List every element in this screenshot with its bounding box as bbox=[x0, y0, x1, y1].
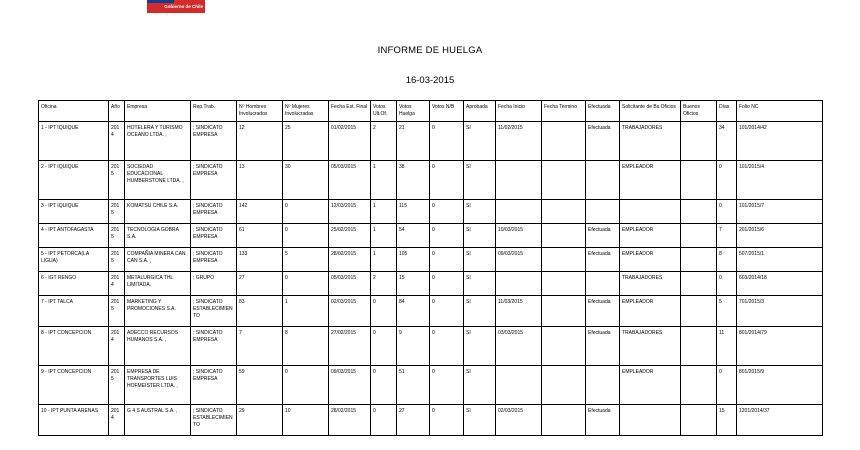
table-cell: 0 bbox=[430, 224, 464, 248]
column-header: Oficina bbox=[39, 101, 109, 122]
table-cell: 9 - IPT CONCEPCION bbox=[39, 366, 109, 405]
table-cell: 101/2014/42 bbox=[737, 122, 823, 161]
table-cell: 0 bbox=[430, 248, 464, 272]
column-header: Rep.Trab. bbox=[191, 101, 237, 122]
table-cell: SI bbox=[464, 122, 496, 161]
table-cell: 2014 bbox=[109, 327, 125, 366]
table-cell: 0 bbox=[717, 161, 737, 200]
table-cell bbox=[542, 327, 586, 366]
table-body bbox=[39, 122, 823, 436]
table-row bbox=[39, 122, 823, 161]
table-cell: ; SINDICATO ESTABLECIMIENTO bbox=[191, 405, 237, 436]
table-cell: 0 bbox=[717, 366, 737, 405]
table-cell: EMPLEADOR bbox=[620, 224, 681, 248]
government-logo bbox=[147, 0, 205, 13]
table-cell: ; SINDICATO ESTABLECIMIENTO bbox=[191, 296, 237, 327]
table-cell: SI bbox=[464, 200, 496, 224]
table-cell: 6 - IGT RENGO bbox=[39, 272, 109, 296]
table-cell: 2014 bbox=[109, 122, 125, 161]
table-cell: ADECCO RECURSOS HUMANOS S.A. , bbox=[125, 327, 191, 366]
table-cell: 15 bbox=[397, 272, 430, 296]
logo-blue-stripe bbox=[147, 0, 174, 3]
table-cell bbox=[681, 200, 717, 224]
table-cell: 0 bbox=[371, 296, 397, 327]
table-cell: 05/03/2015 bbox=[329, 272, 371, 296]
table-cell: 5 - IPT PETORCA(LA LIGUA) bbox=[39, 248, 109, 272]
table-cell: 38 bbox=[397, 161, 430, 200]
table-cell bbox=[681, 405, 717, 436]
column-header: Fecha Termino bbox=[542, 101, 586, 122]
table-cell: TRABAJADORES bbox=[620, 122, 681, 161]
table-cell bbox=[681, 296, 717, 327]
table-cell: 0 bbox=[717, 200, 737, 224]
table-cell: 0 bbox=[371, 327, 397, 366]
table-cell: 0 bbox=[283, 366, 329, 405]
table-cell: 21 bbox=[397, 122, 430, 161]
table-cell: 507/2015/1 bbox=[737, 248, 823, 272]
table-cell: 8 bbox=[283, 327, 329, 366]
table-cell: 0 bbox=[283, 272, 329, 296]
table-cell: 2015 bbox=[109, 296, 125, 327]
table-cell: 1 bbox=[283, 296, 329, 327]
table-cell: 54 bbox=[397, 224, 430, 248]
table-cell: 115 bbox=[397, 200, 430, 224]
table-cell: EMPLEADOR bbox=[620, 366, 681, 405]
table-cell: 105 bbox=[397, 248, 430, 272]
column-header: Nº Mujeres Involucradas bbox=[283, 101, 329, 122]
table-cell: ; SINDICATO EMPRESA bbox=[191, 200, 237, 224]
table-cell bbox=[620, 200, 681, 224]
table-cell bbox=[542, 200, 586, 224]
table-cell: 7 bbox=[237, 327, 283, 366]
table-cell: 2014 bbox=[109, 272, 125, 296]
table-cell: Efectuada bbox=[586, 224, 620, 248]
table-cell: SI bbox=[464, 405, 496, 436]
table-cell: ; SINDICATO EMPRESA bbox=[191, 248, 237, 272]
table-cell bbox=[586, 200, 620, 224]
table-cell: 2 bbox=[371, 272, 397, 296]
table-cell: G 4 S AUSTRAL S.A. , bbox=[125, 405, 191, 436]
table-cell: 10 bbox=[283, 405, 329, 436]
table-cell: 0 bbox=[430, 327, 464, 366]
table-cell bbox=[681, 161, 717, 200]
table-cell: 8 bbox=[717, 248, 737, 272]
table-cell: 2015 bbox=[109, 161, 125, 200]
table-cell: 201/2015/6 bbox=[737, 224, 823, 248]
table-cell: ; SINDICATO EMPRESA bbox=[191, 366, 237, 405]
table-cell: 701/2015/3 bbox=[737, 296, 823, 327]
table-cell: 0 bbox=[430, 296, 464, 327]
table-cell: 10 - IPT PUNTA ARENAS bbox=[39, 405, 109, 436]
table-cell: 101/2015/4 bbox=[737, 161, 823, 200]
column-header: Fecha Inicio bbox=[496, 101, 542, 122]
column-header: Buenos Oficios bbox=[681, 101, 717, 122]
table-cell: 51 bbox=[397, 366, 430, 405]
table-header-row bbox=[39, 101, 823, 122]
table-cell: Efectuada bbox=[586, 296, 620, 327]
table-cell: EMPLEADOR bbox=[620, 296, 681, 327]
table-cell bbox=[542, 366, 586, 405]
table-cell: 28/02/2015 bbox=[329, 405, 371, 436]
table-cell: 83 bbox=[237, 296, 283, 327]
column-header: Folio NC bbox=[737, 101, 823, 122]
table-cell: 2015 bbox=[109, 200, 125, 224]
report-title: INFORME DE HUELGA bbox=[377, 45, 483, 56]
table-cell: 1 bbox=[371, 248, 397, 272]
table-cell: 2015 bbox=[109, 224, 125, 248]
table-cell bbox=[542, 405, 586, 436]
table-cell bbox=[681, 248, 717, 272]
table-cell: ; SINDICATO EMPRESA bbox=[191, 327, 237, 366]
column-header: Fecha Est. Final bbox=[329, 101, 371, 122]
column-header: Votos N/B bbox=[430, 101, 464, 122]
table-cell: 7 - IPT TALCA bbox=[39, 296, 109, 327]
table-cell: 59 bbox=[237, 366, 283, 405]
table-cell: 27/02/2015 bbox=[329, 327, 371, 366]
table-cell bbox=[496, 200, 542, 224]
table-cell: 2015 bbox=[109, 366, 125, 405]
table-cell: SI bbox=[464, 248, 496, 272]
table-cell bbox=[681, 122, 717, 161]
table-cell: ; SINDICATO EMPRESA bbox=[191, 224, 237, 248]
table-cell: 101/2015/7 bbox=[737, 200, 823, 224]
table-cell bbox=[586, 366, 620, 405]
table-cell bbox=[496, 272, 542, 296]
table-cell: 10/03/2015 bbox=[496, 224, 542, 248]
table-cell: ; SINDICATO EMPRESA bbox=[191, 122, 237, 161]
table-cell: 09/03/2015 bbox=[329, 366, 371, 405]
table-cell: 0 bbox=[717, 272, 737, 296]
table-cell: MARKETING Y PROMOCIONES S.A. bbox=[125, 296, 191, 327]
table-row bbox=[39, 405, 823, 436]
table-cell bbox=[586, 161, 620, 200]
table-cell: 30 bbox=[283, 161, 329, 200]
table-cell: Efectuada bbox=[586, 327, 620, 366]
table-cell: SI bbox=[464, 366, 496, 405]
table-cell bbox=[496, 161, 542, 200]
table-cell: 34 bbox=[717, 122, 737, 161]
table-cell: METALURGICA THL LIMITADA. bbox=[125, 272, 191, 296]
table-cell: 01/02/2015 bbox=[329, 122, 371, 161]
table-cell bbox=[681, 327, 717, 366]
table-cell: 0 bbox=[430, 405, 464, 436]
column-header: Votos Huelga bbox=[397, 101, 430, 122]
table-row bbox=[39, 200, 823, 224]
table-cell: 61 bbox=[237, 224, 283, 248]
logo-text: Gobierno de Chile bbox=[147, 0, 205, 13]
table-cell bbox=[496, 366, 542, 405]
table-cell: SI bbox=[464, 296, 496, 327]
table-cell: 1 bbox=[371, 224, 397, 248]
table-cell: 133 bbox=[237, 248, 283, 272]
table-cell: SI bbox=[464, 272, 496, 296]
table-cell: 2 - IPT IQUIQUE bbox=[39, 161, 109, 200]
table-cell: 0 bbox=[283, 224, 329, 248]
column-header: Año bbox=[109, 101, 125, 122]
table-cell bbox=[681, 224, 717, 248]
table-cell: SI bbox=[464, 161, 496, 200]
table-cell: TRABAJADORES bbox=[620, 272, 681, 296]
table-cell: KOMATSU CHILE S.A. bbox=[125, 200, 191, 224]
table-row bbox=[39, 161, 823, 200]
table-cell: 0 bbox=[430, 161, 464, 200]
table-cell: 603/2014/18 bbox=[737, 272, 823, 296]
table-cell bbox=[542, 224, 586, 248]
table-cell: 03/03/2015 bbox=[496, 327, 542, 366]
table-cell bbox=[542, 122, 586, 161]
table-row bbox=[39, 366, 823, 405]
column-header: Aprobada bbox=[464, 101, 496, 122]
table-cell: 29 bbox=[237, 405, 283, 436]
table-cell: 1201/2014/37 bbox=[737, 405, 823, 436]
table-cell: TRABAJADORES bbox=[620, 327, 681, 366]
table-cell bbox=[542, 161, 586, 200]
table-cell: 0 bbox=[430, 122, 464, 161]
table-cell: 801/2015/9 bbox=[737, 366, 823, 405]
table-cell: EMPLEADOR bbox=[620, 161, 681, 200]
table-cell: 27 bbox=[397, 405, 430, 436]
table-cell: 27 bbox=[237, 272, 283, 296]
table-cell: 7 bbox=[717, 224, 737, 248]
table-cell: 28/02/2015 bbox=[329, 248, 371, 272]
table-cell: 1 bbox=[371, 161, 397, 200]
table-cell: ; SINDICATO EMPRESA bbox=[191, 161, 237, 200]
table-cell: 0 bbox=[283, 200, 329, 224]
table-cell: 2 bbox=[371, 122, 397, 161]
table-row bbox=[39, 224, 823, 248]
table-cell: Efectuada bbox=[586, 122, 620, 161]
table-row bbox=[39, 272, 823, 296]
table-cell: COMPAÑIA MINERA CAN CAN S.A. , bbox=[125, 248, 191, 272]
table-cell: 25 bbox=[283, 122, 329, 161]
report-date: 16-03-2015 bbox=[405, 75, 455, 86]
table-cell: 2014 bbox=[109, 405, 125, 436]
table-cell: 12/03/2015 bbox=[329, 200, 371, 224]
table-cell: 12 bbox=[237, 122, 283, 161]
table-cell: 1 - IPT IQUIQUE bbox=[39, 122, 109, 161]
table-cell: 13 bbox=[237, 161, 283, 200]
table-cell: 2015 bbox=[109, 248, 125, 272]
table-cell bbox=[542, 248, 586, 272]
table-cell: 3 - IPT IQUIQUE bbox=[39, 200, 109, 224]
table-cell bbox=[681, 366, 717, 405]
table-cell: 11 bbox=[717, 327, 737, 366]
column-header: Empresa bbox=[125, 101, 191, 122]
table-cell: SI bbox=[464, 327, 496, 366]
table-cell: 0 bbox=[430, 272, 464, 296]
table-cell: 9 bbox=[397, 327, 430, 366]
table-cell: 84 bbox=[397, 296, 430, 327]
table-cell: 801/2014/79 bbox=[737, 327, 823, 366]
table-cell: 0 bbox=[430, 200, 464, 224]
table-cell: 142 bbox=[237, 200, 283, 224]
table-cell: 5 bbox=[283, 248, 329, 272]
table-cell: 0 bbox=[430, 366, 464, 405]
table-cell: 1 bbox=[371, 200, 397, 224]
table-cell: 4 - IPT ANTOFAGASTA bbox=[39, 224, 109, 248]
column-header: Efectuada bbox=[586, 101, 620, 122]
table-cell bbox=[681, 272, 717, 296]
table-cell: 02/03/2015 bbox=[329, 296, 371, 327]
table-cell: 8 - IPT CONCEPCION bbox=[39, 327, 109, 366]
table-cell: SOCIEDAD EDUCACIONAL HUMBERSTONE LTDA. , bbox=[125, 161, 191, 200]
table-row bbox=[39, 248, 823, 272]
table-cell bbox=[586, 272, 620, 296]
table-cell: HOTELERA Y TURISMO OCEANO LTDA. , bbox=[125, 122, 191, 161]
table-cell bbox=[542, 296, 586, 327]
table-cell: 05/03/2015 bbox=[329, 161, 371, 200]
table-cell: 0 bbox=[371, 405, 397, 436]
table-cell: TECNOLOGIA GOBRA S.A. bbox=[125, 224, 191, 248]
column-header: Solicitante de Bs.Oficios bbox=[620, 101, 681, 122]
column-header: Votos Ult.Of. bbox=[371, 101, 397, 122]
table-cell: 09/03/2015 bbox=[496, 248, 542, 272]
table-row bbox=[39, 327, 823, 366]
table-cell: SI bbox=[464, 224, 496, 248]
table-cell: 11/02/2015 bbox=[496, 122, 542, 161]
table-cell: Efectuada bbox=[586, 405, 620, 436]
table-cell: 25/02/2015 bbox=[329, 224, 371, 248]
table-cell: EMPLEADOR bbox=[620, 248, 681, 272]
table-cell: ; GRUPO bbox=[191, 272, 237, 296]
table-cell: Efectuada bbox=[586, 248, 620, 272]
table-cell: 5 bbox=[717, 296, 737, 327]
table-cell: 11/03/2015 bbox=[496, 296, 542, 327]
table-cell: 15 bbox=[717, 405, 737, 436]
table-row bbox=[39, 296, 823, 327]
column-header: Días bbox=[717, 101, 737, 122]
table-cell: 0 bbox=[371, 366, 397, 405]
column-header: Nº Hombres Involucrados bbox=[237, 101, 283, 122]
strike-report-table bbox=[38, 100, 823, 436]
table-cell: 02/03/2015 bbox=[496, 405, 542, 436]
table-cell: EMPRESA DE TRANSPORTES LUIS HOFMEISTER LTDA. , bbox=[125, 366, 191, 405]
table-cell bbox=[542, 272, 586, 296]
table-cell bbox=[620, 405, 681, 436]
